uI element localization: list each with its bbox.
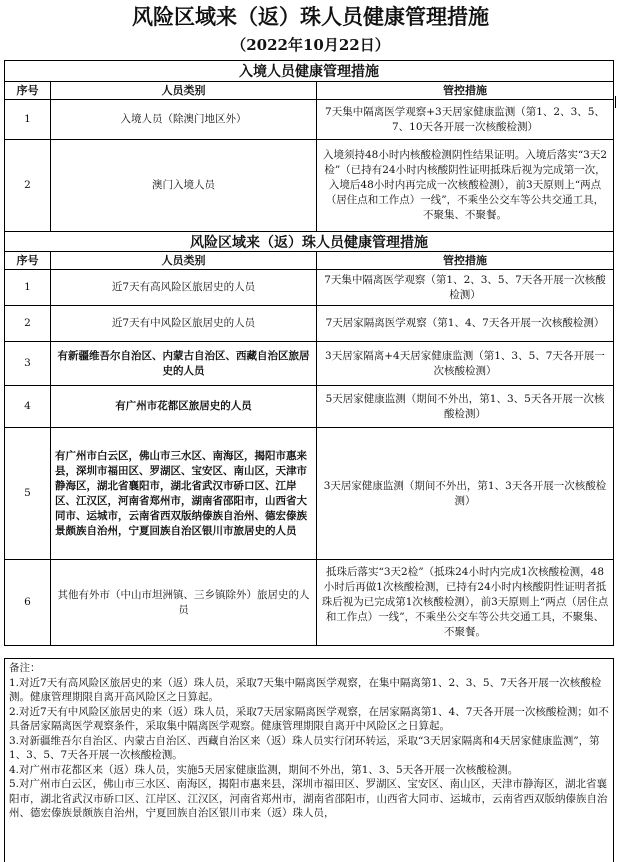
row-category: 其他有外市（中山市坦洲镇、三乡镇除外）旅居史的人员 — [51, 560, 317, 645]
header-measure: 管控措施 — [443, 254, 487, 267]
row-measure: 5天居家健康监测（期间不外出，第1、3、5天各开展一次核酸检测） — [325, 392, 605, 420]
row-no: 1 — [5, 100, 51, 139]
row-measure: 抵珠后落实“3天2检”（抵珠24小时内完成1次核酸检测，48小时后再做1次核酸检测，已持有24小时内核酸阴性证明者抵珠后视为已完成第1次核酸检测），前3天原则上“两点（居住点和工作点）一线”，不乘坐公交车等公共交通工具，不聚集、不聚餐。 — [321, 566, 609, 638]
table-row — [5, 385, 613, 427]
page-title: 风险区域来（返）珠人员健康管理措施 — [132, 4, 489, 29]
row-no: 4 — [5, 386, 51, 427]
row-measure: 3天居家隔离+4天居家健康监测（第1、3、5、7天各开展一次核酸检测） — [325, 349, 605, 377]
note-item: 4.对广州市花都区来（返）珠人员，实施5天居家健康监测，期间不外出，第1、3、5天各开展一次核酸检测。 — [9, 763, 519, 776]
row-category: 有新疆维吾尔自治区、内蒙古自治区、西藏自治区旅居史的人员 — [51, 342, 317, 385]
table-row — [5, 139, 613, 231]
page-date: （2022年10月22日） — [231, 36, 390, 54]
header-category: 人员类别 — [51, 252, 317, 269]
row-no: 3 — [5, 342, 51, 385]
table-row — [5, 269, 613, 305]
row-no: 2 — [5, 140, 51, 231]
measures-table — [4, 60, 614, 646]
notes-section — [4, 658, 614, 862]
note-item: 3.对新疆维吾尔自治区、内蒙古自治区、西藏自治区来（返）珠人员实行闭环转运，采取“3天居家隔离和4天居家健康监测”，第1、3、5、7天各开展一次核酸检测。 — [9, 734, 600, 761]
row-category: 有广州市白云区，佛山市三水区、南海区，揭阳市惠来县，深圳市福田区、罗湖区、宝安区、南山区，天津市静海区，湖北省襄阳市，湖北省武汉市硚口区、江岸区、江汉区，河南省郑州市，湖南省邵阳市，山西省大同市、运城市，云南省西双版纳傣族自治州、德宏傣族景颇族自治州，宁夏回族自治区银川市旅居史的人员 — [51, 428, 317, 559]
table-row — [5, 341, 613, 385]
row-measure: 7天集中隔离医学观察+3天居家健康监测（第1、2、3、5、7、10天各开展一次核酸检测） — [325, 105, 605, 133]
section-title-risk-areas: 风险区域来（返）珠人员健康管理措施 — [5, 231, 613, 251]
table-row — [5, 99, 613, 139]
row-no: 5 — [5, 428, 51, 559]
notes-heading: 备注： — [9, 662, 41, 674]
table-row — [5, 427, 613, 559]
note-item: 5.对广州市白云区，佛山市三水区、南海区，揭阳市惠来县，深圳市福田区、罗湖区、宝安区、南山区，天津市静海区，湖北省襄阳市，湖北省武汉市硚口区、江岸区、江汉区，河南省郑州市，湖南省邵阳市，山西省大同市、运城市，云南省西双版纳傣族自治州、德宏傣族景颇族自治州，宁夏回族自治区银川市来（返）珠人员， — [9, 778, 608, 819]
row-measure: 3天居家健康监测（期间不外出，第1、3天各开展一次核酸检测） — [323, 479, 607, 507]
section-title-inbound: 入境人员健康管理措施 — [239, 64, 379, 80]
edge-mark — [615, 96, 616, 108]
row-category: 澳门入境人员 — [51, 140, 317, 231]
header-no: 序号 — [5, 252, 51, 269]
note-item: 1.对近7天有高风险区旅居史的来（返）珠人员，采取7天集中隔离医学观察，在集中隔离第1、2、3、5、7天各开展一次核酸检测。健康管理期限自离开高风险区之日算起。 — [9, 676, 602, 703]
note-item: 2.对近7天有中风险区旅居史的来（返）珠人员，采取7天居家隔离医学观察，在居家隔离第1、4、7天各开展一次核酸检测；如不具备居家隔离医学观察条件，采取集中隔离医学观察。健康管理期限自离开中风险区之日算起。 — [9, 705, 609, 732]
row-category: 近7天有中风险区旅居史的人员 — [51, 306, 317, 341]
header-no: 序号 — [5, 82, 51, 99]
row-category: 近7天有高风险区旅居史的人员 — [51, 270, 317, 305]
row-measure: 7天居家隔离医学观察（第1、4、7天各开展一次核酸检测） — [325, 317, 605, 329]
header-category: 人员类别 — [51, 82, 317, 99]
row-measure: 入境须持48小时内核酸检测阴性结果证明。入境后落实“3天2检”（已持有24小时内核酸阴性证明抵珠后视为完成第一次，入境后48小时内再完成一次核酸检测），前3天原则上“两点（居住点和工作点）一线”，不乘坐公交车等公共交通工具，不聚集、不聚餐。 — [322, 149, 608, 221]
row-measure: 7天集中隔离医学观察（第1、2、3、5、7天各开展一次核酸检测） — [324, 273, 606, 301]
table-row — [5, 559, 613, 645]
header-measure: 管控措施 — [443, 84, 487, 97]
row-category: 入境人员（除澳门地区外） — [51, 100, 317, 139]
table-row — [5, 305, 613, 341]
table-header — [5, 81, 613, 99]
row-no: 2 — [5, 306, 51, 341]
row-category: 有广州市花都区旅居史的人员 — [51, 386, 317, 427]
row-no: 1 — [5, 270, 51, 305]
table-header — [5, 251, 613, 269]
row-no: 6 — [5, 560, 51, 645]
